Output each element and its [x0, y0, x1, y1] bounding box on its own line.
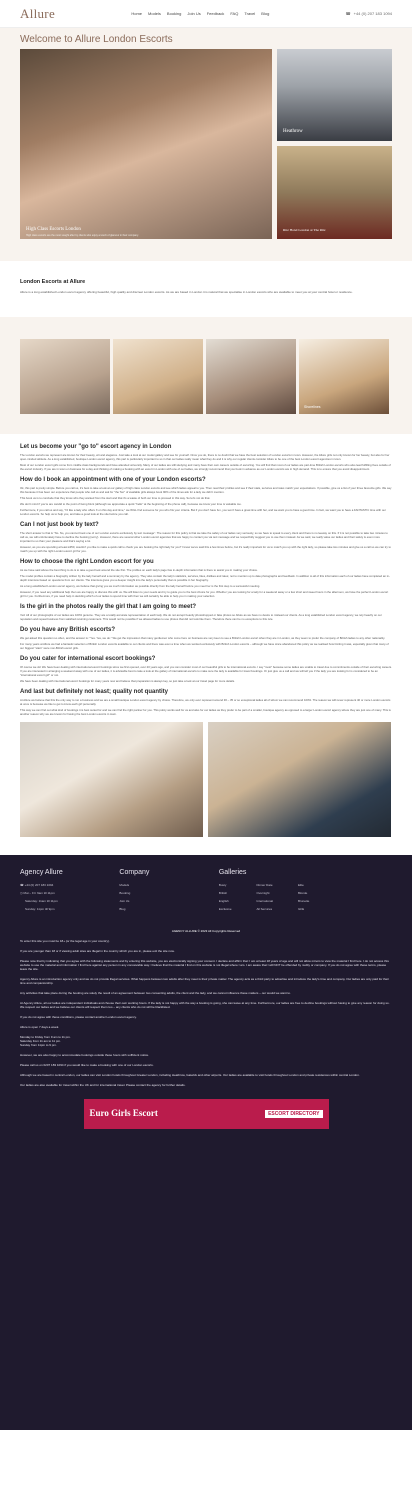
- block-paragraph: We get asked this question so often, and the answer is: "Yes. Yes, we do." We get the impression that many gentlemen who come here on business are very keen to see a British London escort when they are in London, as they seem to prefer the company of British ladies to any other nationality.: [20, 635, 386, 640]
- hero-thumb-ritz[interactable]: [277, 146, 392, 239]
- block-paragraph: This book us is to conclude that they know who they wanted from the start and that it's a waste of both our time to proceed in this way. So let's not do that.: [20, 495, 211, 500]
- block-heading: Is the girl in the photos really the girl that I am going to meet?: [20, 603, 197, 610]
- block-heading: Let us become your "go to" escort agency in London: [20, 443, 172, 450]
- block-paragraph: However, if you need any additional help then we are happy to discuss this with us. We will listen to your needs and try to guide you to the best choice for you. Whether you are looking for a lady for a weekend away or a few short and sweet hours in the afternoon, we have the perfect London escort girl for you. Furthermore, if you need help in deciding which of our ladies to spend time with then we will certainly be able to help you in making your selection.: [20, 589, 389, 598]
- footer-link-exclusive[interactable]: Exclusive: [218, 906, 232, 911]
- footer-link-join-us[interactable]: Join Us: [119, 898, 130, 903]
- legal-paragraph: Although we are based in central London, our ladies can visit London hotels throughout Greater London, including Heathrow, Gatwick and other airports. Our ladies are available to visit hotels throughout London and private residences within central London.: [20, 1072, 360, 1077]
- footer-link-booking[interactable]: Booking: [119, 890, 131, 895]
- block-paragraph: This way we can find out what kind of bookings it is best suited for and we can find the right partner for you. This policy works well for us and also for our ladies as they prefer to be part of a smaller, boutique agency as opposed to a larger London escort agency where they are just one of many. This is another reason why we are known for having the best London escorts in town.: [20, 707, 391, 716]
- legal-paragraph: If you are younger than 18 or if viewing adult sites are illegal in the country which you are in, please exit the site now.: [20, 948, 175, 953]
- block-paragraph: However, as you are spending at least £350, wouldn't you like to make a quick call to check you are booking the right lady for you? I know we've said this a few times before, but it's really important for us to match you up with the right lady, so please take two minutes and give us a call so we can try to match you up with the right London escort girl for you.: [20, 544, 391, 553]
- body-content: [0, 444, 412, 716]
- legal-paragraph: To enter this site you must be 18+ (or the legal age in your country).: [20, 938, 110, 943]
- content-block: [20, 477, 392, 516]
- intro-title: London Escorts at Allure: [20, 279, 86, 285]
- content-block: [20, 444, 392, 471]
- main-nav: [131, 11, 269, 16]
- hero-main-caption: High Class Escorts London: [26, 227, 81, 232]
- content-block: [20, 559, 392, 598]
- hero-main-image[interactable]: [20, 49, 272, 239]
- nav-home[interactable]: Home: [131, 11, 143, 16]
- block-paragraph: Of course we do! We have been dealing with international escort bookings since we first opened, over 20 years ago, and you can consider most of our beautiful girls to be international escorts. I say "most" because some ladies are unable to travel due to commitments outside of their escorting careers. If you are interested in arranging a weekend away with one of our ladies, it is advisable best to take a look at the gallery of international escorts to make sure the lady is available for travel bookings. Or just give us a call and we will tell you if the lady you are looking for is considered to be an "international escort girl" or not.: [20, 664, 392, 677]
- photo-left[interactable]: [20, 722, 203, 837]
- content-block: [20, 604, 392, 621]
- legal-disclaimer: [20, 939, 392, 1087]
- hours-line: Saturday: 11am till 11pm: [25, 898, 58, 903]
- header-phone-number: +44 (0) 207 183 1094: [353, 11, 392, 16]
- legal-paragraph: Please call us on 0207 183 1094 if you would like to make a booking with one of our London escorts.: [20, 1062, 154, 1067]
- legal-paragraph: Monday to Friday from 9 am to 11 pm. Saturday from 11 am to 11 pm. Sunday from 11pm to 9 pm.: [20, 1034, 71, 1047]
- banner-logo: Euro Girls Escort: [89, 1108, 158, 1118]
- hero-gallery: [0, 49, 412, 239]
- page-title: Welcome to Allure London Escorts: [20, 34, 173, 45]
- banner-tag: ESCORT DIRECTORY: [265, 1110, 322, 1118]
- footer-company-title: Company: [119, 868, 150, 876]
- block-paragraph: At Allure we believe that this the only way to run a business and we are a small boutique London escort agency by choice. Therefore, we only ever represent around 30 – 35 or so exceptional ladies all of whom we can recommend 100%. The reason we will never represent 40 or more London escorts at once is because we like to get to know each girl personally.: [20, 697, 391, 706]
- block-paragraph: Ok, this part is pretty simple. Before you call us, it's best to take a look at our gallery of high class London escorts and see which ladies appeal to you. Then read their profiles and see if their stats, services and rates match your expectations. If possible, give us a list of your three favourite girls. We say this because it has been our experience that people who call us and ask for "the Ten" of available girls always book 90% of the times ask for a lady we didn't mention.: [20, 485, 392, 494]
- block-paragraph: As a long established London escort agency, we believe that giving you as much information as possible directly from the lady herself before you meet her is the first step to a successful meeting.: [20, 583, 261, 588]
- site-footer: [0, 855, 412, 1430]
- legal-paragraph: However, we are also happy to accommodate bookings outside these hours with sufficient notice.: [20, 1052, 150, 1057]
- content-block: [20, 656, 392, 683]
- block-paragraph: The model profiles contain a biography written by the lady herself and a summary by the agency. They also contain the lady's statistics, services, likes, dislikes and rates; not to mention up to date photographs and feedback. In addition to all of this information each of our ladies have completed an in-depth interview based on questions from our clients. The interview gives you a deeper insight into the lady's personality than is possible in her biography.: [20, 573, 390, 582]
- legal-paragraph: Our ladies are also available for travel within the UK and for international travel. Please contact the agency for further details.: [20, 1082, 186, 1087]
- hero-thumb-heathrow[interactable]: [277, 49, 392, 141]
- legal-paragraph: Agency Allure is an introduction agency only and we do not provide illegal services. What happens between two adults after they meet is their private matter. The agency acts as a third party to advertise and introduce the lady's time and company. Our ladies are only paid for their time and companionship.: [20, 976, 389, 985]
- legal-paragraph: Please note that by indicating that you agree with the following statements and by entering this website, you are electronically signing your consent. I declare and affirm that: I am at least 18 years of age and will not allow minors to view the material I find here. I do not access this website to use the material and information I find here against any person in any conceivable way. I believe that the material I find on this website is not illegal where I am. I am aware that I will NOT be offended by nudity or company. If you do not agree with these terms, please leave the site.: [20, 958, 389, 971]
- block-heading: How to choose the right London escort for you: [20, 558, 154, 565]
- nav-feedback[interactable]: Feedback: [206, 11, 225, 16]
- escort-directory-banner[interactable]: [84, 1099, 329, 1129]
- block-paragraph: We have been dealing with international escort bookings for many years now and believe that preparation is always key, so just take a look at our travel page for more details.: [20, 678, 235, 683]
- content-block: [20, 522, 392, 553]
- footer-galleries-title: Galleries: [218, 868, 247, 876]
- footer-link-brunette[interactable]: Brunette: [298, 898, 310, 903]
- thumb-3[interactable]: [206, 339, 296, 414]
- intro-text: Allure is a long established London escort agency offering beautiful, high quality and discreet London escorts. As we are based in London it is natural that we specialise in London escorts who are available to meet you at your central hotel or residence.: [20, 290, 353, 294]
- footer-link-dinner-date[interactable]: Dinner Date: [256, 882, 273, 887]
- footer-link-international[interactable]: International: [256, 898, 273, 903]
- footer-link-english[interactable]: English: [218, 898, 229, 903]
- thumb-1[interactable]: [20, 339, 110, 414]
- legal-paragraph: If you do not agree with these conditions, please contact another London escort agency.: [20, 1014, 137, 1019]
- footer-link-busty[interactable]: Busty: [218, 882, 227, 887]
- legal-paragraph: Allure is open 7 days a week.: [20, 1024, 60, 1029]
- block-heading: Do you have any British escorts?: [20, 626, 116, 633]
- hero-thumb2-caption: Ritz Hotel London at The Ritz: [283, 228, 326, 232]
- block-heading: And last but definitely not least; quality not quantity: [20, 688, 169, 695]
- footer-link-gfe[interactable]: GFE: [298, 906, 305, 911]
- hours-line: Mon - Fri: 9am till 11pm: [23, 890, 55, 895]
- bottom-photos: [0, 722, 412, 837]
- footer-col-galleries: [219, 869, 392, 915]
- hero-main-subtext: High class escorts are the most sought after by clients who enjoy a touch of glamour in their company.: [26, 234, 139, 237]
- thumb-4[interactable]: [299, 339, 389, 414]
- nav-models[interactable]: Models: [148, 11, 161, 16]
- footer-col-company: [119, 869, 210, 915]
- block-paragraph: For many years at Allure we had a fantastic selection of British London escorts available to our clients and there was even a time when we worked exclusively with British London escorts – although we have since abandoned this policy as we realised how limiting it was, especially given that many of our biggest "stars" were non-British escort girls.: [20, 641, 389, 650]
- phone-icon: ☎: [345, 11, 351, 16]
- content-block: [20, 627, 392, 650]
- block-paragraph: Most of our London escort girls come from middle class backgrounds and have attended university. Many of our ladies are still studying and many have their own careers outside of escorting. You will find that most of our ladies are part-time British London escorts who also lead fulfilling lives outside of the escort industry. If you are in town on business for a day and thinking of making a booking with an escort in London with one of our ladies, we strongly recommend that you book in advance as our London escorts are in high demand. This is to ensure that you avoid disappointment.: [20, 462, 391, 471]
- site-logo[interactable]: Allure: [20, 5, 56, 21]
- footer-link-blog[interactable]: Blog: [119, 906, 126, 911]
- footer-link-overnight[interactable]: Overnight: [256, 890, 270, 895]
- block-paragraph: Yes! All of our photographs of our ladies are 100% genuine. They are a totally accurate representation of each lady. We do not accept heavily photoshopped or fake photos so Allure as we have no desire to mislead our clients. As a long established London escort agency, we rely heavily on our reputation and repeat business from satisfied returning customers. This would not be possible if we allowed ladies to use photos that did not look like them. Therefore there can be no exceptions to this rule.: [20, 612, 382, 621]
- block-paragraph: As we have said above the best thing to do is to take a good look around the site first. The profiles on each lady's page has in-depth information that is there to assist you in making your choice.: [20, 567, 258, 572]
- hero-thumb1-caption: Heathrow: [283, 129, 303, 134]
- thumb-2[interactable]: [113, 339, 203, 414]
- nav-faq[interactable]: FAQ: [230, 11, 239, 16]
- footer-phone[interactable]: [20, 883, 111, 887]
- block-paragraph: Furthermore, if you call us and say, "I'd like a lady who offers X on this day and time," we WILL find someone for you who fits your criteria. But if you don't have fun, you won't have a great time with her, and we want you to have a good time. In fact, we want you to have a FANTASTIC time with our London escorts. So help us to help you, and take a good look at the site before you call.: [20, 507, 386, 516]
- nav-blog[interactable]: Blog: [261, 11, 270, 16]
- footer-col-agency: [20, 869, 111, 915]
- block-paragraph: The London escorts we represent are known for their beauty, wit and elegance. Just take a look at our model gallery and see for yourself. Once you do, there is no doubt that we have the best selection of London escorts in town. However, the Allure girls not only known for her beauty, but also for her open-minded attitude. As a long established, boutique London escort agency, this part is particularly important to us in that our ladies really mean what they do and it is why our regular clients consider Allure to be one of the best London escort agencies in town.: [20, 452, 390, 461]
- header-phone[interactable]: [346, 11, 392, 16]
- block-heading: How do I book an appointment with one of your London escorts?: [20, 476, 206, 483]
- thumb-gallery: [0, 339, 412, 414]
- photo-right[interactable]: [208, 722, 391, 837]
- footer-hours: [20, 891, 111, 895]
- footer-agency-title: Agency Allure: [20, 868, 63, 876]
- phone-icon: ☎: [20, 882, 25, 887]
- intro-section: [0, 279, 412, 295]
- footer-phone-number: +44 (0) 207 183 1094: [24, 882, 54, 887]
- nav-travel[interactable]: Travel: [244, 11, 256, 16]
- footer-link-models[interactable]: Models: [119, 882, 130, 887]
- footer-link-elite[interactable]: Elite: [298, 882, 304, 887]
- footer-link-british[interactable]: British: [218, 890, 228, 895]
- site-header: [0, 0, 412, 28]
- content-block: [20, 689, 392, 716]
- footer-link-blonde[interactable]: Blonde: [298, 890, 308, 895]
- nav-join-us[interactable]: Join Us: [187, 11, 201, 16]
- nav-booking[interactable]: Booking: [166, 11, 182, 16]
- legal-paragraph: At Agency Allure, all our ladies are independent individuals and choose their own working hours. If the lady is not happy with the way a booking is going, she can leave at any time. Furthermore, our ladies are free to decline bookings without having to give any reason for doing so. We respect our ladies and we believe our clients will respect them too – any clients who do not will be blacklisted.: [20, 1000, 390, 1009]
- legal-paragraph: Any activities that take place during the booking are solely the result of an agreement between two consenting adults, the client and the lady, and we cannot influence these matters – our would we want to.: [20, 990, 291, 995]
- footer-link-all-services[interactable]: All Services: [256, 906, 273, 911]
- block-paragraph: We don't mind if you're are candid to the point of being blunt (although we appreciate a quick "hello" at the beginning of the phone call), because we know your time is valuable too.: [20, 501, 242, 506]
- block-heading: Do you cater for international escort bookings?: [20, 655, 156, 662]
- hours-line: Sunday: 11pm till 9pm: [25, 906, 55, 911]
- block-heading: Can I not just book by text?: [20, 521, 99, 528]
- copyright: AGENCY ALLURE © 2023 All Copyrights Reserved: [171, 928, 241, 933]
- thumb-4-caption: Shorelines: [304, 404, 321, 409]
- block-paragraph: The short answer to that is "No. No, you cannot book one of our London escorts exclusively by text message". The reason for this policy is that we take the safety of our ladies very seriously, so we have to speak to every client and there is no leeway on this. If it is not possible to take two minutes to call us, we will unfortunately have to decline the booking (sorry). However, there are several other London escort agencies that are happy to contact you via text message and we respectfully suggest you to use them instead. As we said, we really value our ladies and their safety is even more important to us than your pleasure and that's saying a lot.: [20, 530, 388, 543]
- clock-icon: ◷: [20, 890, 24, 895]
